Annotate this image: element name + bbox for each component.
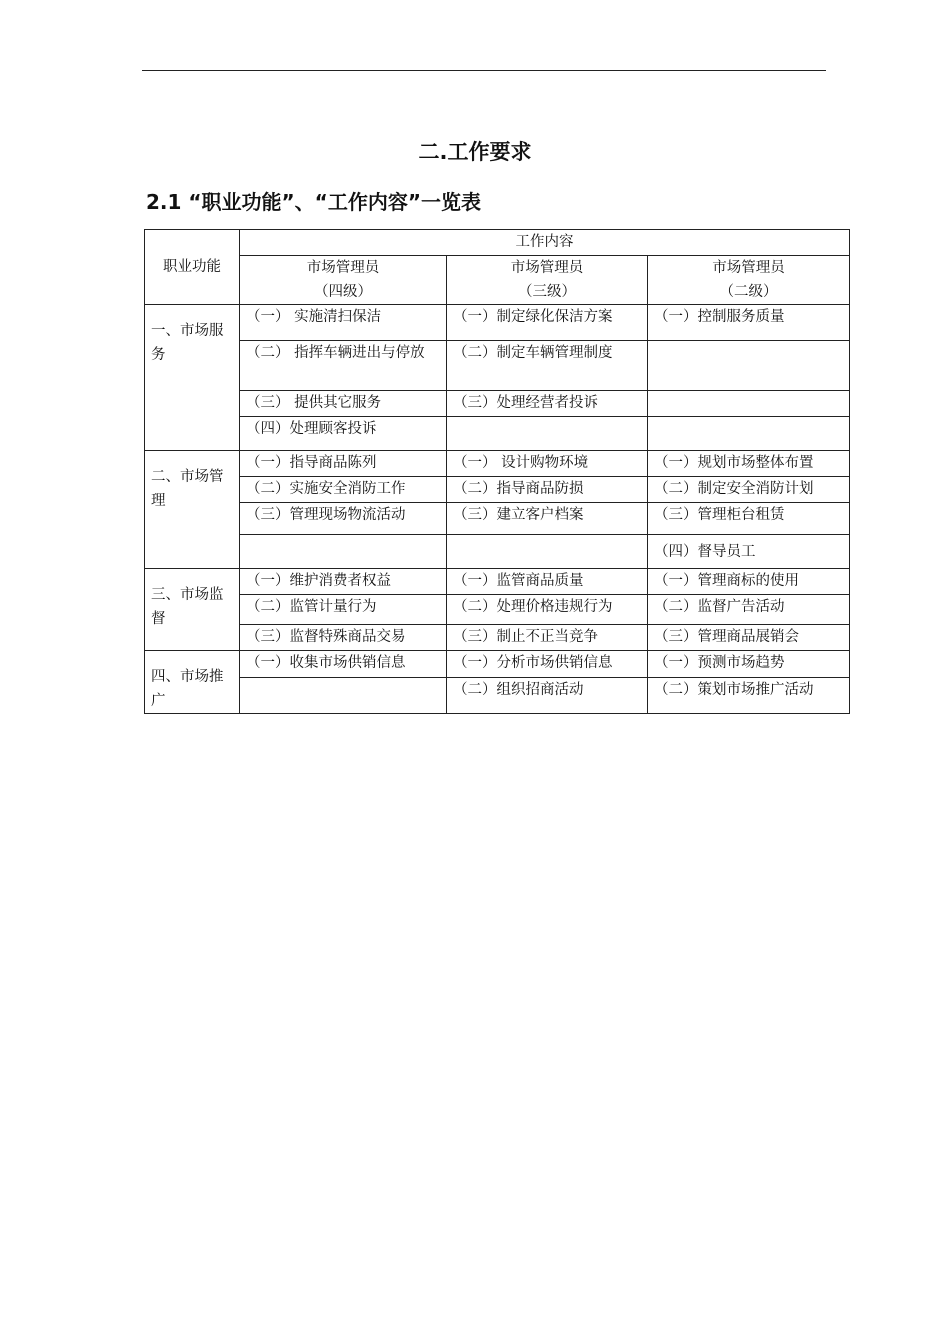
header-level-3 — [447, 256, 648, 305]
table-cell — [648, 341, 850, 391]
table-cell: （四）督导员工 — [648, 535, 850, 569]
function-cell: 一、市场服务 — [145, 305, 240, 451]
table-cell — [240, 535, 447, 569]
table-cell: （三）建立客户档案 — [447, 503, 648, 535]
level-grade: （四级） — [314, 284, 372, 300]
table-cell: （一）分析市场供销信息 — [447, 651, 648, 678]
table-cell: （一）维护消费者权益 — [240, 569, 447, 595]
table-cell: （三）管理现场物流活动 — [240, 503, 447, 535]
table-cell — [648, 391, 850, 417]
table-cell: （一） 实施清扫保洁 — [240, 305, 447, 341]
table-cell: （二）组织招商活动 — [447, 678, 648, 714]
table-cell: （二）策划市场推广活动 — [648, 678, 850, 714]
duty-table — [144, 229, 850, 714]
table-cell: （三）管理商品展销会 — [648, 625, 850, 651]
table-cell: （二）监督广告活动 — [648, 595, 850, 625]
level-title: 市场管理员 — [510, 260, 584, 276]
table-cell: （四）处理顾客投诉 — [240, 417, 447, 451]
level-title: 市场管理员 — [306, 260, 380, 276]
table-cell: （三）监督特殊商品交易 — [240, 625, 447, 651]
table-cell — [447, 535, 648, 569]
header-content: 工作内容 — [240, 230, 850, 256]
table-cell: （一）控制服务质量 — [648, 305, 850, 341]
header-level-2 — [648, 256, 850, 305]
header-level-4 — [240, 256, 447, 305]
level-title: 市场管理员 — [712, 260, 785, 276]
table-cell: （二）制定车辆管理制度 — [447, 341, 648, 391]
subsection-title: 2.1 “职业功能”、“工作内容”一览表 — [146, 190, 481, 214]
section-title: 二.工作要求 — [418, 140, 532, 164]
header-rule — [142, 70, 826, 71]
table-cell: （二） 指挥车辆进出与停放 — [240, 341, 447, 391]
function-cell: 二、市场管理 — [145, 451, 240, 569]
table-cell: （一）管理商标的使用 — [648, 569, 850, 595]
table-cell: （一）收集市场供销信息 — [240, 651, 447, 678]
table-cell: （二）制定安全消防计划 — [648, 477, 850, 503]
function-cell: 四、市场推广 — [145, 651, 240, 714]
level-grade: （三级） — [518, 284, 576, 300]
table-cell: （二）处理价格违规行为 — [447, 595, 648, 625]
table-cell: （二）监管计量行为 — [240, 595, 447, 625]
table-cell — [648, 417, 850, 451]
table-cell: （一）预测市场趋势 — [648, 651, 850, 678]
table-cell: （三） 提供其它服务 — [240, 391, 447, 417]
table-cell: （一）监管商品质量 — [447, 569, 648, 595]
table-cell: （一）制定绿化保洁方案 — [447, 305, 648, 341]
table-cell: （一）规划市场整体布置 — [648, 451, 850, 477]
table-cell: （一）指导商品陈列 — [240, 451, 447, 477]
table-cell: （三）处理经营者投诉 — [447, 391, 648, 417]
table-cell: （二）指导商品防损 — [447, 477, 648, 503]
table-cell — [240, 678, 447, 714]
function-cell: 三、市场监督 — [145, 569, 240, 651]
table-cell — [447, 417, 648, 451]
level-grade: （二级） — [719, 284, 778, 300]
table-cell: （三）制止不正当竞争 — [447, 625, 648, 651]
table-cell: （二）实施安全消防工作 — [240, 477, 447, 503]
table-cell: （一） 设计购物环境 — [447, 451, 648, 477]
header-function: 职业功能 — [145, 230, 240, 305]
table-cell: （三）管理柜台租赁 — [648, 503, 850, 535]
